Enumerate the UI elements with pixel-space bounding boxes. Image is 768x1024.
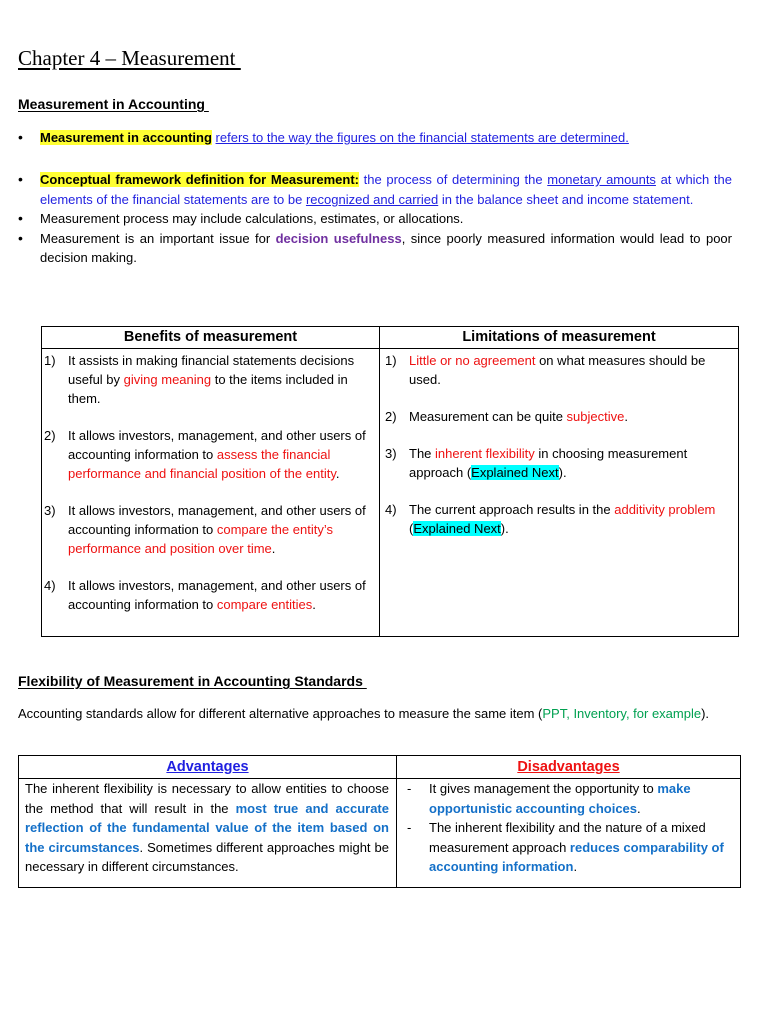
limitation-item [385,500,725,538]
item-number: 2) [385,409,397,424]
benefit-item [44,351,374,408]
item-text: . [312,597,316,612]
emphasis-term: decision usefulness [275,230,402,246]
item-text: ). [558,465,567,480]
cell-text: . Sometimes different approaches might be necessary in different circumstances. [25,839,389,874]
bullet-list-1 [18,128,732,148]
definition-text: in the balance sheet and income statement. [441,191,694,207]
item-text: . [637,800,641,816]
disadvantages-header: Disadvantages [517,759,620,775]
table-divider [42,348,738,349]
item-emphasis: compare entities [216,597,313,612]
benefit-item [44,501,374,558]
item-text: It allows investors, management, and other users of accounting information to [68,578,366,612]
limitations-list [385,351,725,538]
definition-text: the process of determining the [363,172,543,187]
benefit-item [44,576,374,614]
item-number: 1) [385,353,397,368]
disadvantages-list [405,779,733,877]
highlighted-term: Conceptual framework definition for Measurement: [40,172,360,187]
item-text: . [624,409,628,424]
table-divider [379,327,380,636]
table-divider [396,756,397,887]
bullet-text: Measurement is an important issue for [40,230,271,246]
advantages-cell [25,779,389,877]
cell-emphasis: most true and accurate reflection of the fundamental value of the item based on the circumstances [25,800,389,855]
chapter-title: Chapter 4 – Measurement [18,46,241,70]
intro-example: PPT, Inventory, for example [542,706,702,721]
limitation-item [385,444,725,482]
benefits-header: Benefits of measurement [123,329,298,345]
limitations-header: Limitations of measurement [462,329,656,345]
item-emphasis: giving meaning [123,372,212,387]
explained-next-tag: Explained Next [413,521,501,536]
bullet-text: , since poorly measured information would lead to poor decision making. [40,230,732,265]
item-text: on what measures should be used. [409,353,706,387]
benefits-list [44,351,374,614]
item-emphasis: make opportunistic accounting choices [429,781,691,816]
advantages-header: Advantages [166,759,249,775]
item-emphasis: Little or no agreement [409,353,536,368]
item-emphasis: additivity problem [614,502,716,517]
item-text: It assists in making financial statements decisions useful by [68,353,355,387]
item-emphasis: subjective [566,409,625,424]
explained-next-tag: Explained Next [471,465,559,480]
item-text: . [271,541,276,556]
cell-text: The inherent flexibility is necessary to allow entities to choose the method that will result in the [25,781,389,816]
benefit-item [44,426,374,483]
limitation-item [385,351,725,389]
highlighted-term: Measurement in accounting [40,130,212,145]
disadvantage-item [405,779,733,818]
advantages-disadvantages-table [18,755,741,888]
underlined-term: monetary amounts [547,172,656,187]
bullet-item [18,209,732,229]
item-emphasis: inherent flexibility [435,446,535,461]
item-text: ( [409,521,414,536]
item-text: ). [500,521,509,536]
underlined-term: recognized and carried [305,191,439,207]
item-text: The [409,446,436,461]
item-number: 1) [44,353,56,368]
item-number: 3) [44,503,56,518]
item-text: It allows investors, management, and other users of accounting information to [68,428,366,462]
intro-text: ). [701,706,710,721]
bullet-item [18,170,732,209]
bullet-item [18,128,732,148]
disadvantage-item [405,818,733,877]
definition-text: at which the elements of the financial statements are to be [40,172,732,207]
section-heading-flexibility: Flexibility of Measurement in Accounting Standards [18,673,367,689]
item-text: to the items included in them. [68,372,348,406]
flexibility-intro [18,704,732,724]
item-number: 3) [385,446,397,461]
benefits-limitations-table [41,326,739,637]
section-heading-measurement: Measurement in Accounting [18,96,209,112]
item-text: It allows investors, management, and other users of accounting information to [68,503,366,537]
item-text: . [335,466,340,481]
item-emphasis: assess the financial performance and financial position of the entity [68,447,336,481]
item-text: The inherent flexibility and the nature of a mixed measurement approach [429,820,706,855]
item-emphasis: reduces comparability of accounting information [429,839,724,874]
bullet-text: Measurement process may include calculations, estimates, or allocations. [40,211,464,226]
item-text: It gives management the opportunity to [429,781,658,796]
definition-text: refers to the way the figures on the financial statements are determined. [215,130,629,145]
bullet-item [18,229,732,268]
item-number: 4) [385,502,397,517]
item-text: . [573,859,578,874]
item-text: Measurement can be quite [409,409,567,424]
item-text: The current approach results in the [409,502,615,517]
item-number: 2) [44,428,56,443]
item-emphasis: compare the entity’s performance and position over time [68,522,333,556]
item-text: in choosing measurement approach ( [409,446,688,480]
limitation-item [385,407,725,426]
item-number: 4) [44,578,56,593]
bullet-list-2 [18,170,732,268]
intro-text: Accounting standards allow for different alternative approaches to measure the same item ( [18,706,543,721]
